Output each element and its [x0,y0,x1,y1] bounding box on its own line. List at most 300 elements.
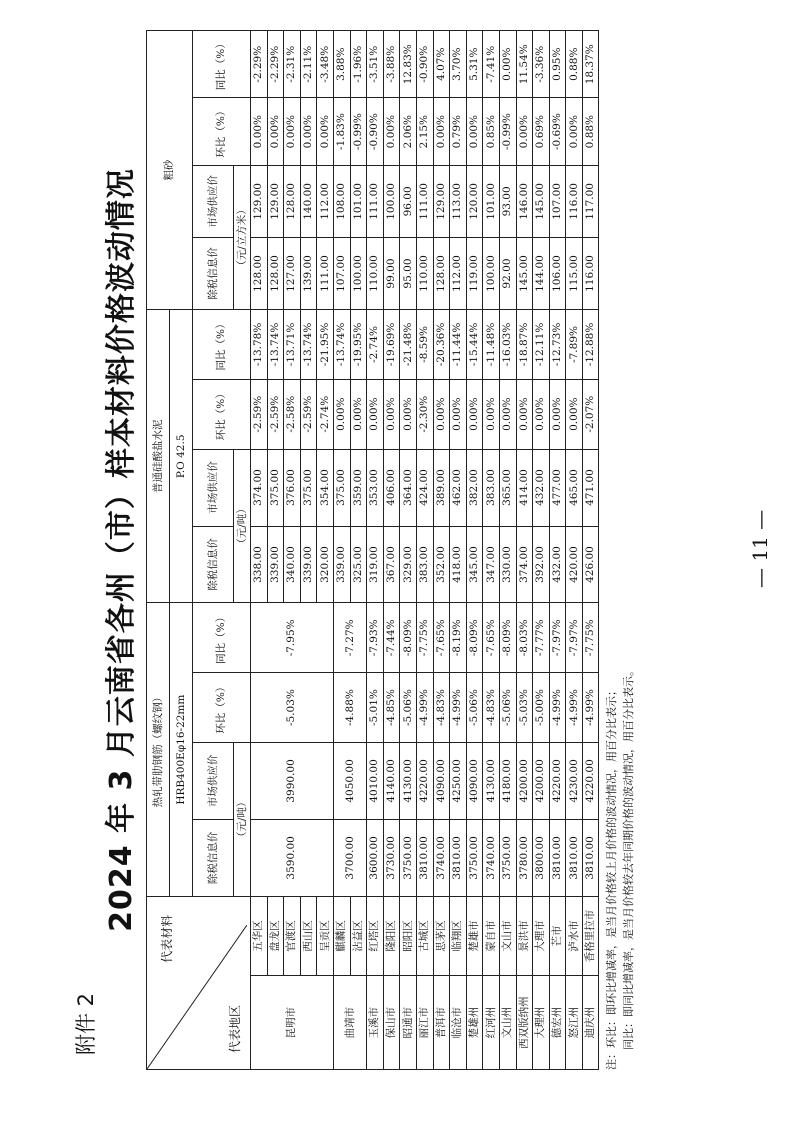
cement-mom-cell: 0.00% [566,379,583,449]
steel-yoy-cell: -7.75% [582,603,599,673]
steel-tax-cell: 3600.00 [367,819,384,896]
district-cell: 临翔区 [450,896,467,975]
table-row [333,31,350,1070]
sand-mom-cell: 0.69% [533,98,550,165]
steel-mom-cell: -4.99% [450,673,467,743]
sand-yoy-cell: 0.00% [499,31,516,98]
sand-mom-cell: 0.00% [466,98,483,165]
cement-tax-cell: 367.00 [383,526,400,603]
cement-spec-header: P.O 42.5 [170,310,193,603]
cement-tax-cell: 374.00 [516,526,533,603]
city-cell: 迪庆州 [582,976,599,1070]
sand-yoy-cell: -1.96% [350,31,367,98]
city-cell: 怒江州 [566,976,583,1070]
steel-tax-cell: 3750.00 [499,819,516,896]
cement-mom-cell: -2.59% [300,379,317,449]
district-cell: 昭阳区 [400,896,417,975]
cement-mom-cell: 0.00% [483,379,500,449]
table-row [317,31,334,1070]
sand-market-cell: 96.00 [400,165,417,237]
cement-yoy-cell: -15.44% [466,310,483,380]
cement-market-cell: 477.00 [549,449,566,526]
sand-market-cell: 100.00 [383,165,400,237]
cement-yoy-cell: -2.74% [367,310,384,380]
sand-yoy-cell: -2.29% [251,31,268,98]
city-cell: 红河州 [483,976,500,1070]
city-cell: 普洱市 [433,976,450,1070]
attachment-label: 附件 2 [74,992,98,1055]
district-cell: 景洪市 [516,896,533,975]
cement-group-header: 普通硅酸盐水泥 [147,310,170,603]
city-cell: 丽江市 [416,976,433,1070]
cement-market-cell: 354.00 [317,449,334,526]
steel-yoy-cell: -7.97% [549,603,566,673]
cement-market-cell: 376.00 [284,449,301,526]
steel-mom-cell: -5.00% [533,673,550,743]
sand-tax-cell: 100.00 [350,237,367,309]
district-cell: 隆阳区 [383,896,400,975]
cement-mom-cell: -2.74% [317,379,334,449]
cement-mom-cell: -2.59% [267,379,284,449]
sand-mom-cell: 0.00% [383,98,400,165]
sand-tax-cell: 106.00 [549,237,566,309]
table-row [483,31,500,1070]
steel-mom-cell: -4.83% [483,673,500,743]
cement-unit: （元/吨） [234,449,251,603]
sand-mom-cell: -0.99% [499,98,516,165]
cement-market-cell: 374.00 [251,449,268,526]
sand-market-cell: 128.00 [284,165,301,237]
sand-market-cell: 107.00 [549,165,566,237]
district-cell: 麒麟区 [333,896,350,975]
cement-tax-cell: 338.00 [251,526,268,603]
cement-tax-cell: 329.00 [400,526,417,603]
district-cell: 香格里拉市 [582,896,599,975]
sand-group-header: 粗砂 [147,31,193,310]
city-cell: 楚雄州 [466,976,483,1070]
sand-market-header: 市场供应价 [193,165,234,237]
steel-yoy-cell: -8.19% [450,603,467,673]
table-row [383,31,400,1070]
sand-yoy-cell: -3.88% [383,31,400,98]
cement-yoy-cell: -8.59% [416,310,433,380]
city-cell: 保山市 [383,976,400,1070]
steel-yoy-cell: -7.27% [333,603,366,673]
cement-yoy-cell: -21.48% [400,310,417,380]
sand-yoy-cell: 0.88% [566,31,583,98]
cement-tax-cell: 347.00 [483,526,500,603]
steel-yoy-cell: -8.03% [516,603,533,673]
steel-tax-cell: 3590.00 [251,819,334,896]
district-cell: 思茅区 [433,896,450,975]
steel-market-cell: 4220.00 [549,742,566,819]
sand-tax-cell: 128.00 [267,237,284,309]
district-cell: 大理市 [533,896,550,975]
cement-market-cell: 364.00 [400,449,417,526]
sand-mom-cell: 0.88% [582,98,599,165]
steel-market-cell: 4220.00 [416,742,433,819]
cement-mom-cell: 0.00% [433,379,450,449]
steel-tax-cell: 3810.00 [566,819,583,896]
corner-header [147,896,251,1069]
sand-tax-cell: 110.00 [367,237,384,309]
city-cell: 昭通市 [400,976,417,1070]
table-row [367,31,384,1070]
note-line-yoy: 同比：即同比增减率，是当月价格较去年同期价格的波动情况，用百分比表示。 [622,665,636,1050]
cement-yoy-cell: -11.44% [450,310,467,380]
steel-market-cell: 3990.00 [251,742,334,819]
corner-material-label: 代表材料 [160,914,174,963]
sand-tax-cell: 107.00 [333,237,350,309]
sand-market-cell: 129.00 [267,165,284,237]
cement-mom-cell: 0.00% [383,379,400,449]
steel-tax-cell: 3750.00 [400,819,417,896]
cement-market-cell: 365.00 [499,449,516,526]
steel-tax-cell: 3780.00 [516,819,533,896]
steel-mom-cell: -4.99% [549,673,566,743]
steel-market-cell: 4200.00 [516,742,533,819]
cement-tax-cell: 339.00 [333,526,350,603]
city-cell: 西双版纳州 [516,976,533,1070]
cement-yoy-cell: -19.95% [350,310,367,380]
sand-mom-cell: 0.00% [267,98,284,165]
district-cell: 西山区 [300,896,317,975]
sand-market-cell: 117.00 [582,165,599,237]
district-cell: 楚雄市 [466,896,483,975]
table-row [284,31,301,1070]
sand-yoy-cell: 11.54% [516,31,533,98]
sand-yoy-cell: 18.37% [582,31,599,98]
cement-market-cell: 424.00 [416,449,433,526]
table-row [499,31,516,1070]
cement-mom-cell: 0.00% [367,379,384,449]
steel-yoy-cell: -7.95% [251,603,334,673]
cement-yoy-cell: -20.36% [433,310,450,380]
sand-tax-cell: 100.00 [483,237,500,309]
steel-tax-cell: 3810.00 [450,819,467,896]
cement-mom-cell: 0.00% [533,379,550,449]
cement-tax-cell: 392.00 [533,526,550,603]
steel-market-cell: 4090.00 [466,742,483,819]
table-row [582,31,599,1070]
cement-market-cell: 414.00 [516,449,533,526]
cement-market-cell: 375.00 [267,449,284,526]
steel-market-cell: 4180.00 [499,742,516,819]
cement-yoy-cell: -21.95% [317,310,334,380]
cement-mom-cell: -2.58% [284,379,301,449]
sand-mom-cell: 0.00% [566,98,583,165]
district-cell: 呈贡区 [317,896,334,975]
steel-yoy-cell: -7.65% [433,603,450,673]
sand-yoy-cell: 3.88% [333,31,350,98]
sand-yoy-cell: 3.70% [450,31,467,98]
cement-market-cell: 359.00 [350,449,367,526]
cement-mom-cell: 0.00% [350,379,367,449]
steel-market-cell: 4140.00 [383,742,400,819]
sand-market-cell: 111.00 [367,165,384,237]
cement-yoy-cell: -18.87% [516,310,533,380]
page-number: — 11 — [748,509,772,588]
table-row [267,31,284,1070]
cement-tax-cell: 345.00 [466,526,483,603]
steel-yoy-cell: -8.09% [499,603,516,673]
sand-mom-cell: -1.83% [333,98,350,165]
city-cell: 德宏州 [549,976,566,1070]
steel-mom-cell: -4.83% [433,673,450,743]
steel-yoy-cell: -7.77% [533,603,550,673]
notes [603,30,637,1070]
cement-market-header: 市场供应价 [193,449,234,526]
sand-mom-header: 环比（%） [193,98,251,165]
sand-yoy-cell: -2.29% [267,31,284,98]
cement-mom-cell: 0.00% [466,379,483,449]
cement-market-cell: 406.00 [383,449,400,526]
steel-tax-cell: 3700.00 [333,819,366,896]
cement-tax-cell: 339.00 [300,526,317,603]
cement-market-cell: 383.00 [483,449,500,526]
steel-market-header: 市场供应价 [193,742,234,819]
cement-yoy-cell: -13.71% [284,310,301,380]
steel-mom-cell: -4.99% [566,673,583,743]
table-row [466,31,483,1070]
cement-yoy-cell: -16.03% [499,310,516,380]
sand-market-cell: 113.00 [450,165,467,237]
cement-mom-cell: 0.00% [400,379,417,449]
cement-yoy-cell: -12.73% [549,310,566,380]
steel-spec-header: HRB400Eφ16-22mm [170,603,193,896]
steel-yoy-cell: -7.97% [566,603,583,673]
steel-mom-cell: -4.88% [333,673,366,743]
sand-yoy-header: 同比（%） [193,31,251,98]
sand-yoy-cell: -3.48% [317,31,334,98]
steel-tax-cell: 3750.00 [466,819,483,896]
sand-tax-cell: 139.00 [300,237,317,309]
district-cell: 五华区 [251,896,268,975]
cement-tax-cell: 330.00 [499,526,516,603]
sand-market-cell: 111.00 [416,165,433,237]
sand-market-cell: 116.00 [566,165,583,237]
sand-tax-cell: 145.00 [516,237,533,309]
cement-mom-header: 环比（%） [193,379,251,449]
cement-tax-cell: 432.00 [549,526,566,603]
cement-yoy-cell: -13.74% [333,310,350,380]
steel-mom-cell: -5.01% [367,673,384,743]
sand-mom-cell: 0.00% [300,98,317,165]
cement-tax-cell: 340.00 [284,526,301,603]
table-row [433,31,450,1070]
cement-tax-cell: 352.00 [433,526,450,603]
steel-tax-cell: 3730.00 [383,819,400,896]
steel-market-cell: 4220.00 [582,742,599,819]
table-row [450,31,467,1070]
steel-yoy-cell: -7.65% [483,603,500,673]
cement-market-cell: 471.00 [582,449,599,526]
steel-market-cell: 4050.00 [333,742,366,819]
steel-market-cell: 4230.00 [566,742,583,819]
sand-tax-cell: 116.00 [582,237,599,309]
city-cell: 大理州 [533,976,550,1070]
table-row [400,31,417,1070]
sand-market-cell: 145.00 [533,165,550,237]
sand-yoy-cell: 12.83% [400,31,417,98]
steel-group-header: 热轧带肋钢筋（螺纹钢） [147,603,170,896]
district-cell: 芒市 [549,896,566,975]
sand-yoy-cell: -7.41% [483,31,500,98]
steel-mom-cell: -4.99% [416,673,433,743]
steel-mom-header: 环比（%） [193,673,251,743]
steel-yoy-cell: -7.44% [383,603,400,673]
sand-tax-cell: 95.00 [400,237,417,309]
steel-market-cell: 4250.00 [450,742,467,819]
cement-market-cell: 432.00 [533,449,550,526]
sand-tax-cell: 119.00 [466,237,483,309]
district-cell: 文山市 [499,896,516,975]
sand-tax-cell: 144.00 [533,237,550,309]
cement-yoy-cell: -13.78% [251,310,268,380]
cement-mom-cell: 0.00% [516,379,533,449]
steel-yoy-cell: -7.75% [416,603,433,673]
cement-yoy-cell: -13.74% [300,310,317,380]
steel-yoy-cell: -7.93% [367,603,384,673]
steel-tax-cell: 3800.00 [533,819,550,896]
sand-market-cell: 101.00 [350,165,367,237]
sand-tax-cell: 110.00 [416,237,433,309]
district-cell: 官渡区 [284,896,301,975]
sand-yoy-cell: -2.31% [284,31,301,98]
sand-market-cell: 108.00 [333,165,350,237]
district-cell: 蒙自市 [483,896,500,975]
district-cell: 盘龙区 [267,896,284,975]
steel-mom-cell: -5.03% [516,673,533,743]
sand-market-cell: 120.00 [466,165,483,237]
cement-market-cell: 382.00 [466,449,483,526]
sand-market-cell: 112.00 [317,165,334,237]
cement-mom-cell: 0.00% [333,379,350,449]
cement-tax-cell: 420.00 [566,526,583,603]
cement-market-cell: 375.00 [333,449,350,526]
cement-yoy-cell: -12.11% [533,310,550,380]
cement-market-cell: 465.00 [566,449,583,526]
sand-tax-cell: 92.00 [499,237,516,309]
table-row [516,31,533,1070]
sand-mom-cell: 0.00% [433,98,450,165]
steel-tax-cell: 3740.00 [433,819,450,896]
sand-tax-cell: 112.00 [450,237,467,309]
table-row [251,31,268,1070]
table-row [566,31,583,1070]
sand-mom-cell: 2.06% [400,98,417,165]
district-cell: 泸水市 [566,896,583,975]
steel-market-cell: 4010.00 [367,742,384,819]
table-row [416,31,433,1070]
rotated-page-content [100,30,675,1070]
steel-market-cell: 4090.00 [433,742,450,819]
district-cell: 沾益区 [350,896,367,975]
table-row [300,31,317,1070]
sand-yoy-cell: -0.90% [416,31,433,98]
sand-yoy-cell: -2.11% [300,31,317,98]
district-cell: 古城区 [416,896,433,975]
note-line-mom: 注：环比：即环比增减率，是当月价格较上月价格的波动情况，用百分比表示； [605,685,619,1070]
steel-mom-cell: -5.06% [466,673,483,743]
steel-mom-cell: -5.06% [400,673,417,743]
sand-tax-cell: 115.00 [566,237,583,309]
steel-yoy-cell: -8.09% [400,603,417,673]
city-cell: 曲靖市 [333,976,366,1070]
cement-market-cell: 353.00 [367,449,384,526]
sand-unit: （元/立方米） [234,165,251,309]
district-cell: 红塔区 [367,896,384,975]
cement-mom-cell: -2.07% [582,379,599,449]
steel-unit: （元/吨） [234,742,251,896]
sand-mom-cell: 0.00% [516,98,533,165]
steel-yoy-cell: -8.09% [466,603,483,673]
steel-market-cell: 4130.00 [483,742,500,819]
sand-mom-cell: -0.90% [367,98,384,165]
sand-tax-cell: 127.00 [284,237,301,309]
sand-tax-cell: 128.00 [433,237,450,309]
table-row [350,31,367,1070]
cement-market-cell: 389.00 [433,449,450,526]
sand-yoy-cell: 0.95% [549,31,566,98]
cement-tax-header: 除税信息价 [193,526,234,603]
cement-tax-cell: 325.00 [350,526,367,603]
sand-mom-cell: -0.69% [549,98,566,165]
sand-tax-cell: 111.00 [317,237,334,309]
cement-tax-cell: 418.00 [450,526,467,603]
sand-market-cell: 129.00 [251,165,268,237]
sand-market-cell: 101.00 [483,165,500,237]
sand-tax-header: 除税信息价 [193,237,234,309]
sand-market-cell: 140.00 [300,165,317,237]
steel-mom-cell: -5.03% [251,673,334,743]
sand-mom-cell: 0.85% [483,98,500,165]
sand-mom-cell: 0.00% [251,98,268,165]
sand-mom-cell: 0.00% [284,98,301,165]
cement-yoy-header: 同比（%） [193,310,251,380]
corner-region-label: 代表地区 [228,1004,242,1053]
cement-market-cell: 462.00 [450,449,467,526]
steel-tax-cell: 3810.00 [416,819,433,896]
city-cell: 玉溪市 [367,976,384,1070]
price-table [146,30,599,1070]
page-title: 2024 年 3 月云南省各州（市）样本材料价格波动情况 [104,168,139,932]
steel-mom-cell: -5.06% [499,673,516,743]
cement-tax-cell: 383.00 [416,526,433,603]
cement-yoy-cell: -13.74% [267,310,284,380]
city-cell: 文山州 [499,976,516,1070]
table-row [549,31,566,1070]
steel-mom-cell: -4.85% [383,673,400,743]
cement-mom-cell: 0.00% [499,379,516,449]
sand-yoy-cell: -3.36% [533,31,550,98]
cement-yoy-cell: -12.88% [582,310,599,380]
sand-market-cell: 129.00 [433,165,450,237]
city-cell: 临沧市 [450,976,467,1070]
steel-tax-cell: 3810.00 [582,819,599,896]
cement-tax-cell: 319.00 [367,526,384,603]
cement-tax-cell: 426.00 [582,526,599,603]
sand-market-cell: 146.00 [516,165,533,237]
cement-tax-cell: 339.00 [267,526,284,603]
cement-mom-cell: 0.00% [450,379,467,449]
sand-market-cell: 93.00 [499,165,516,237]
cement-mom-cell: 0.00% [549,379,566,449]
steel-market-cell: 4200.00 [533,742,550,819]
cement-yoy-cell: -11.48% [483,310,500,380]
cement-mom-cell: -2.59% [251,379,268,449]
steel-yoy-header: 同比（%） [193,603,251,673]
